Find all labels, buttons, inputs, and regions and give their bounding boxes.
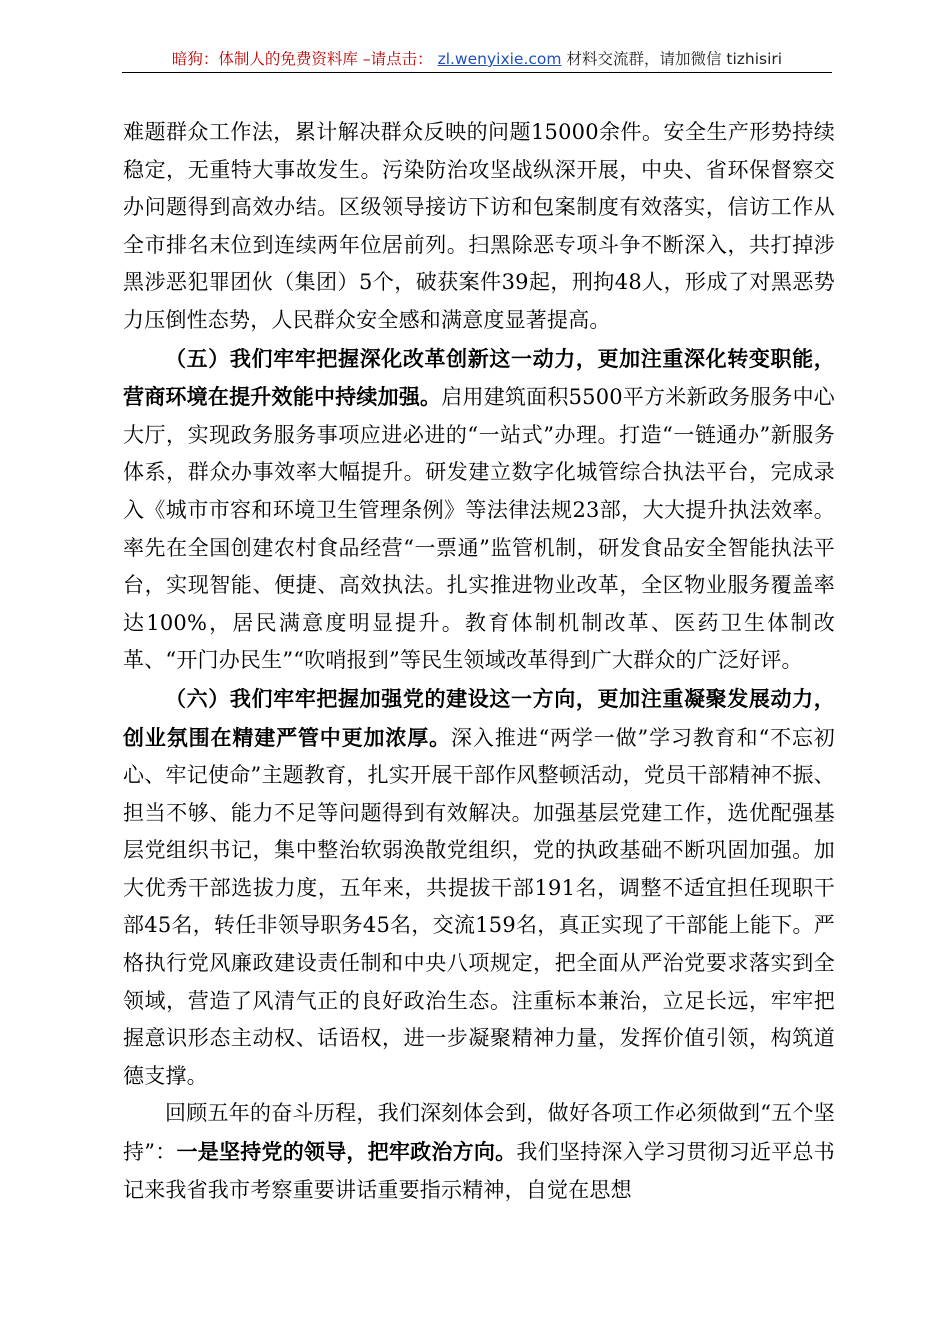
document-body	[123, 114, 835, 1209]
paragraph-text: 启用建筑面积5500平方米新政务服务中心大厅，实现政务服务事项应进必进的“一站式”办理。打造“一链通办”新服务体系，群众办事效率大幅提升。研发建立数字化城管综合执法平台，完成录入《城市市容和环境卫生管理条例》等法律法规23部，大大提升执法效率。率先在全国创建农村食品经营“一票通”监管机制，研发食品安全智能执法平台，实现智能、便捷、高效执法。扎实推进物业改革，全区物业服务覆盖率达100%，居民满意度明显提升。教育体制机制改革、医药卫生体制改革、“开门办民生”“吹哨报到”等民生领域改革得到广大群众的广泛好评。	[123, 385, 835, 673]
paragraph-text: 深入推进“两学一做”学习教育和“不忘初心、牢记使命”主题教育，扎实开展干部作风整顿活动，党员干部精神不振、担当不够、能力不足等问题得到有效解决。加强基层党建工作，选优配强基层党组织书记，集中整治软弱涣散党组织，党的执政基础不断巩固加强。加大优秀干部选拔力度，五年来，共提拔干部191名，调整不适宜担任现职干部45名，转任非领导职务45名，交流159名，真正实现了干部能上能下。严格执行党风廉政建设责任制和中央八项规定，把全面从严治党要求落实到全领域，营造了风清气正的良好政治生态。注重标本兼治，立足长远，牢牢把握意识形态主动权、话语权，进一步凝聚精神力量，发挥价值引领，构筑道德支撑。	[123, 725, 835, 1088]
paragraph-text: 难题群众工作法，累计解决群众反映的问题15000余件。安全生产形势持续稳定，无重特大事故发生。污染防治攻坚战纵深开展，中央、省环保督察交办问题得到高效办结。区级领导接访下访和包案制度有效落实，信访工作从全市排名末位到连续两年位居前列。扫黑除恶专项斗争不断深入，共打掉涉黑涉恶犯罪团伙（集团）5个，破获案件39起，刑拘48人，形成了对黑恶势力压倒性态势，人民群众安全感和满意度显著提高。	[123, 120, 835, 332]
paragraph-lead: 一是坚持党的领导，把牢政治方向。	[176, 1139, 517, 1165]
paragraph-text: 我们坚持深入学习贯彻习近平总书记来我省我市考察重要讲话重要指示精神，自觉在思想	[123, 1140, 835, 1202]
header-ad-title: 暗狗：体制人的免费资料库	[171, 50, 358, 68]
header-ad-separator: –请点击：	[362, 50, 433, 68]
paragraph-continuation	[123, 114, 835, 340]
paragraph-lead: （五）我们牢牢把握深化改革创新这一动力，更加注重深化转变职能，营商环境在提升效能中持续加强。	[123, 345, 835, 410]
header-ad-link[interactable]: zl.wenyixie.com	[437, 50, 562, 68]
header-ad-contact: 材料交流群，请加微信 tizhisiri	[566, 50, 783, 68]
paragraph-section-six	[123, 680, 835, 1096]
page-header	[122, 46, 832, 73]
paragraph-intro: 回顾五年的奋斗历程，我们深刻体会到，做好各项工作必须做到“五个坚持”：	[123, 1101, 835, 1165]
paragraph-lead: （六）我们牢牢把握加强党的建设这一方向，更加注重凝聚发展动力，创业氛围在精建严管中更加浓厚。	[123, 685, 835, 750]
paragraph-section-five	[123, 340, 835, 680]
paragraph-review	[123, 1095, 835, 1209]
